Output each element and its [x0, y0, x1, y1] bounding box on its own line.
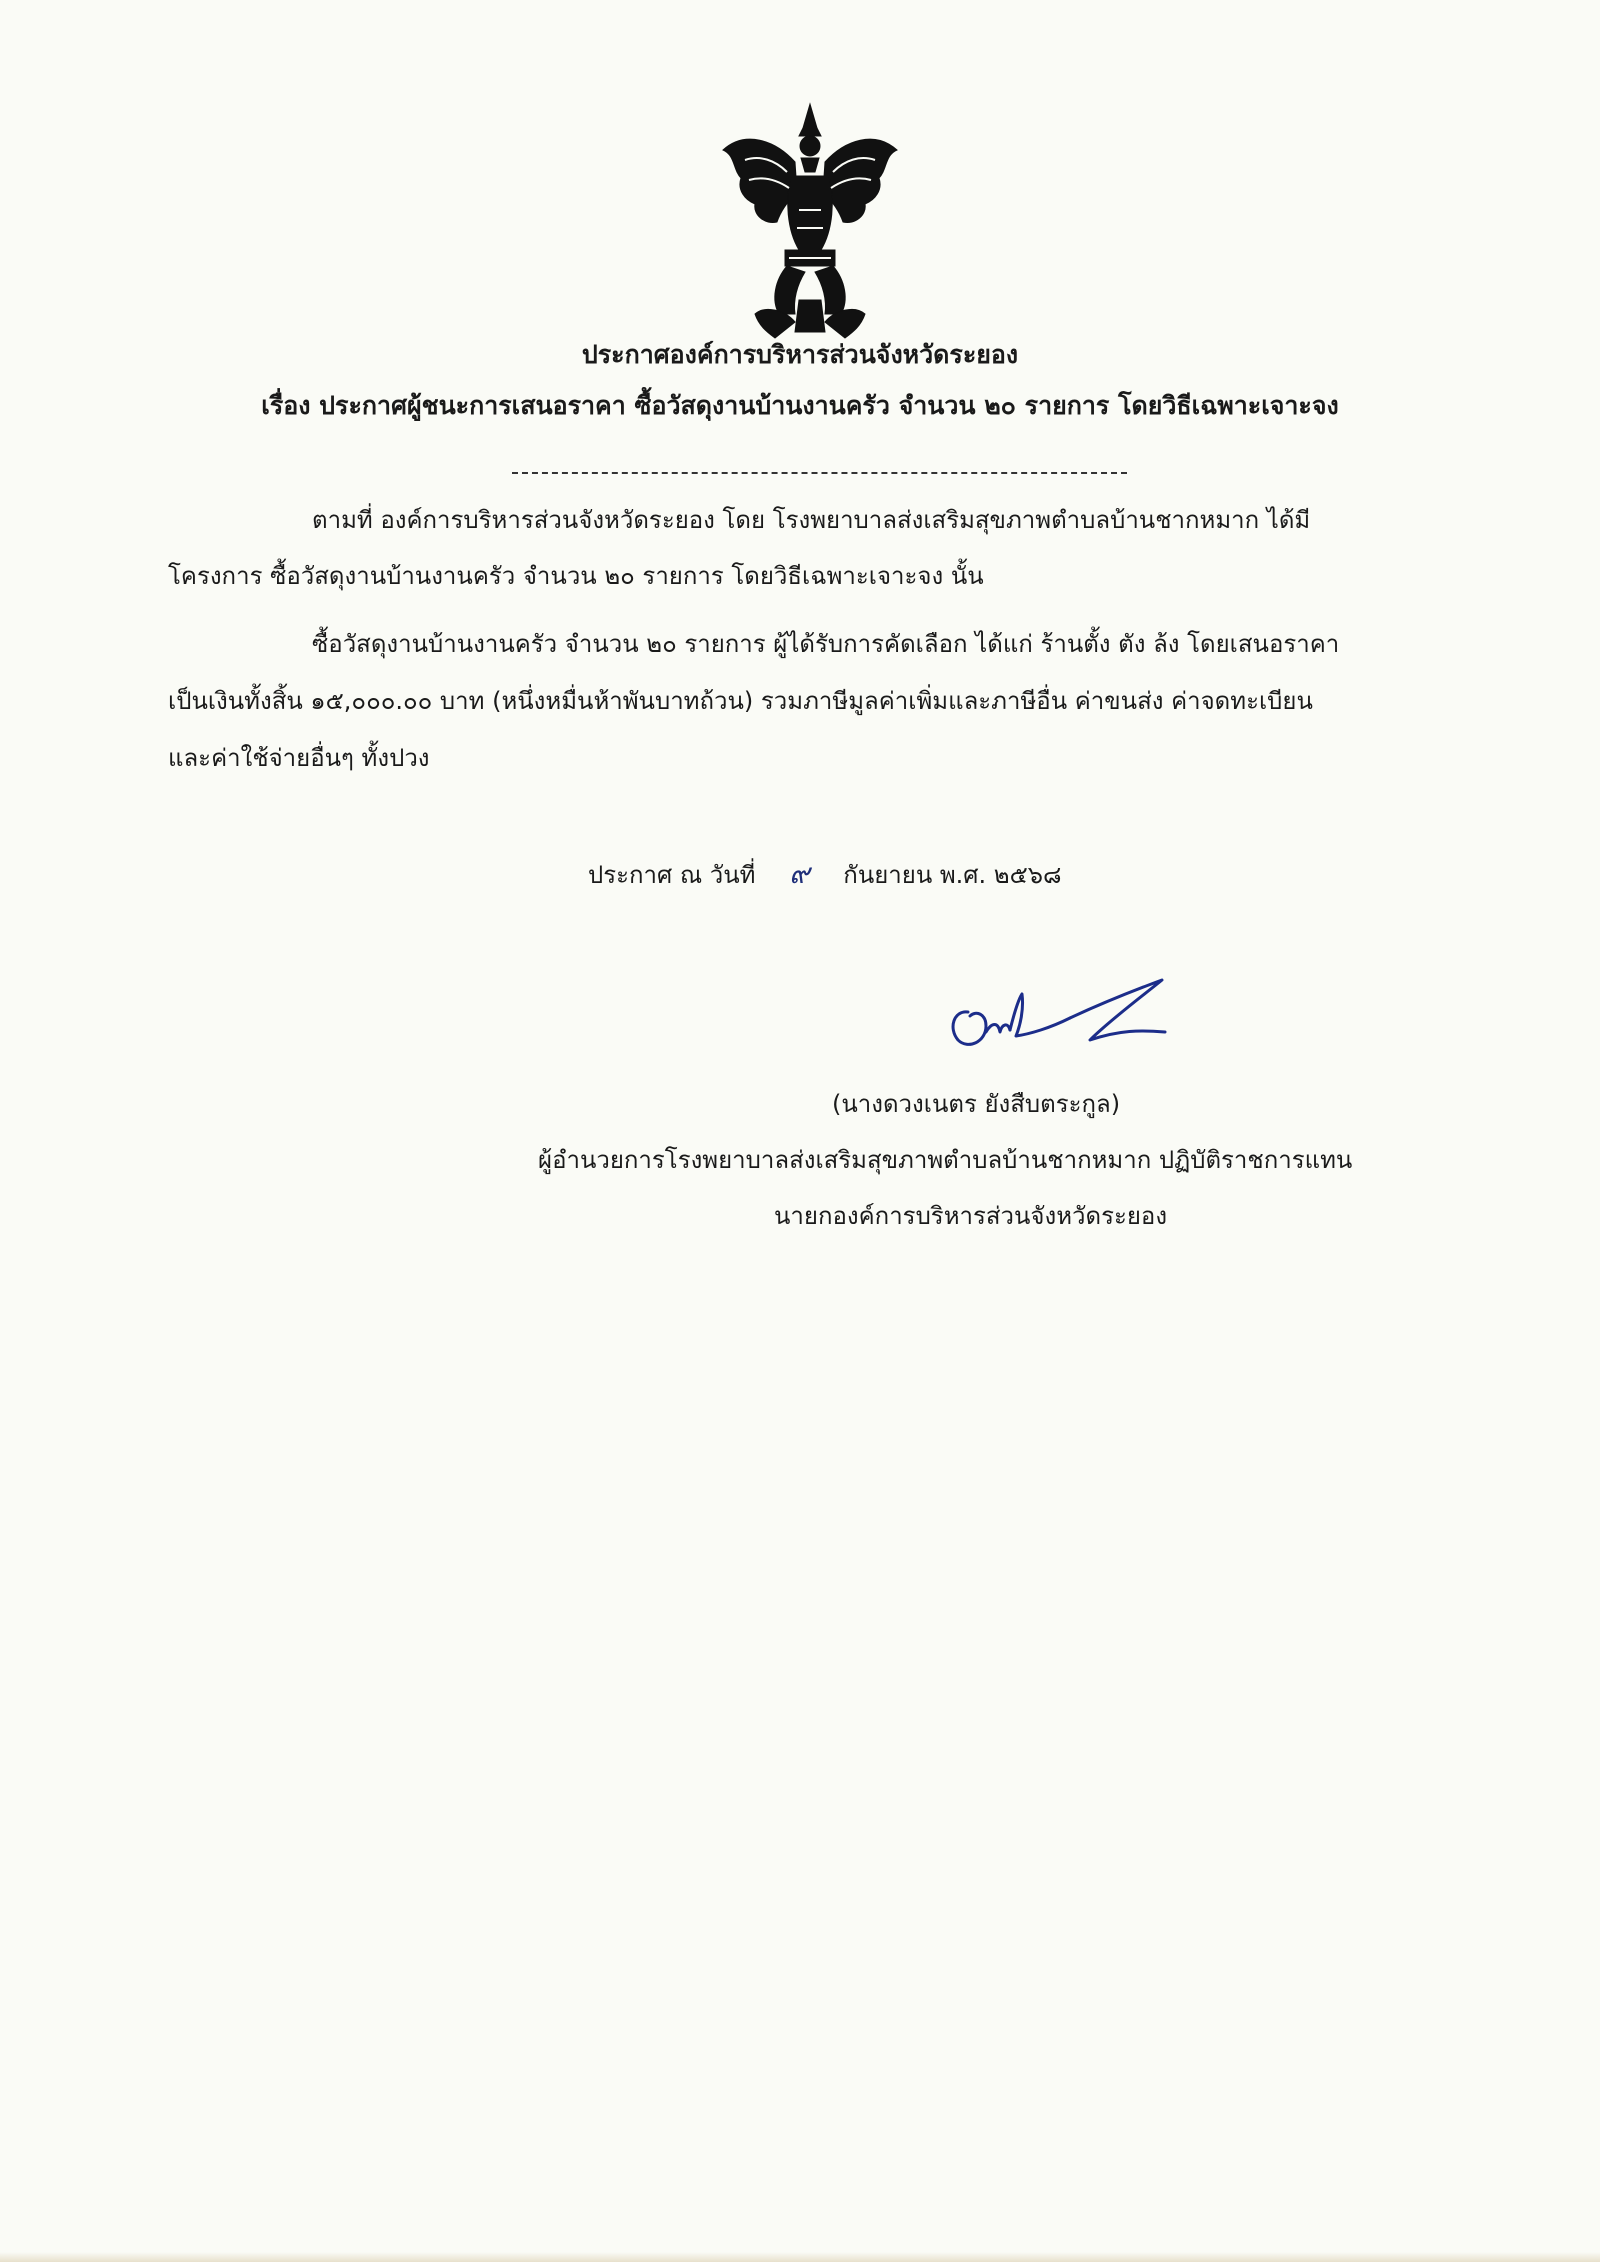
date-prefix: ประกาศ ณ วันที่: [588, 861, 756, 889]
signatory-position-line-1: ผู้อำนวยการโรงพยาบาลส่งเสริมสุขภาพตำบลบ้านชากหมาก ปฏิบัติราชการแทน: [538, 1146, 1353, 1174]
handwritten-signature: [940, 970, 1170, 1060]
signatory-name: (นางดวงเนตร ยังสืบตระกูล): [832, 1090, 1121, 1118]
garuda-emblem-icon: [715, 100, 905, 345]
date-line: [588, 858, 1062, 891]
body-paragraph-1-line-1: ตามที่ องค์การบริหารส่วนจังหวัดระยอง โดย โรงพยาบาลส่งเสริมสุขภาพตำบลบ้านชากหมาก ได้มี: [312, 506, 1311, 534]
body-paragraph-2-line-1: ซื้อวัสดุงานบ้านงานครัว จำนวน ๒๐ รายการ ผู้ได้รับการคัดเลือก ได้แก่ ร้านตั้ง ตัง ล้ง โดยเสนอราคา: [312, 630, 1340, 658]
date-day-handwritten: ๙: [789, 857, 810, 890]
document-title: ประกาศองค์การบริหารส่วนจังหวัดระยอง: [581, 340, 1019, 369]
body-paragraph-2-line-2: เป็นเงินทั้งสิ้น ๑๕,๐๐๐.๐๐ บาท (หนึ่งหมื่นห้าพันบาทถ้วน) รวมภาษีมูลค่าเพิ่มและภาษีอื่น ค่าขนส่ง ค่าจดทะเบียน: [168, 687, 1313, 715]
document-subject: เรื่อง ประกาศผู้ชนะการเสนอราคา ซื้อวัสดุงานบ้านงานครัว จำนวน ๒๐ รายการ โดยวิธีเฉพาะเจาะจง: [261, 391, 1339, 420]
body-paragraph-2-line-3: และค่าใช้จ่ายอื่นๆ ทั้งปวง: [168, 744, 430, 772]
date-suffix: กันยายน พ.ศ. ๒๕๖๘: [843, 861, 1062, 889]
divider-line: [512, 472, 1127, 474]
signatory-position-line-2: นายกองค์การบริหารส่วนจังหวัดระยอง: [774, 1202, 1168, 1230]
page-bottom-edge: [0, 2252, 1600, 2262]
body-paragraph-1-line-2: โครงการ ซื้อวัสดุงานบ้านงานครัว จำนวน ๒๐ รายการ โดยวิธีเฉพาะเจาะจง นั้น: [168, 562, 984, 590]
